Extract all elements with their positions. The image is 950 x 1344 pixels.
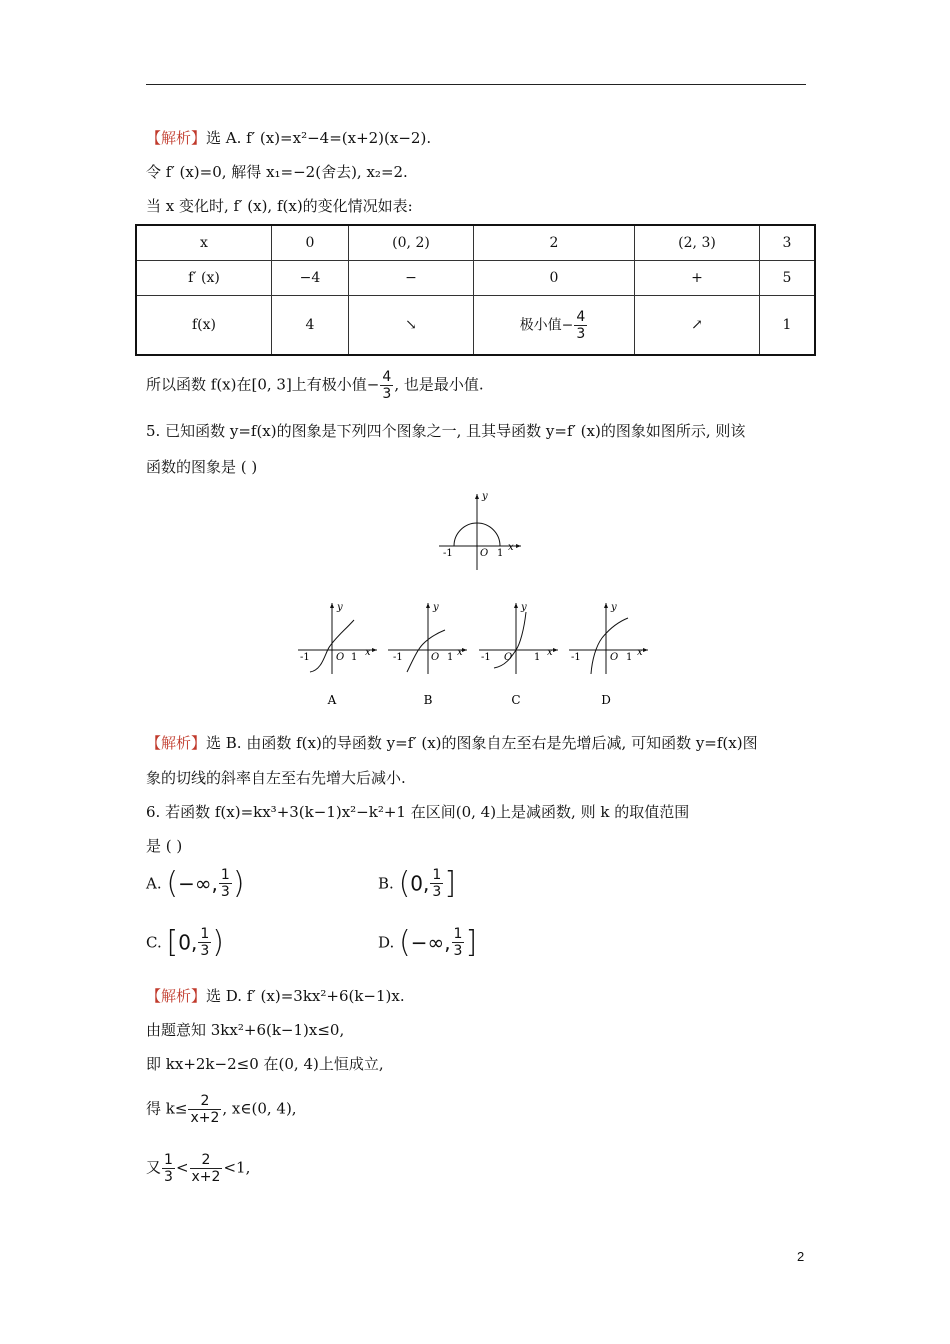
frac-den: 3 bbox=[220, 884, 230, 900]
y-axis-arrow bbox=[330, 603, 334, 608]
tick-label-1: 1 bbox=[351, 652, 358, 663]
table-cell: −4 bbox=[272, 261, 349, 296]
frac-den: x+2 bbox=[190, 1110, 220, 1126]
frac-den: 3 bbox=[200, 943, 210, 959]
y-label: y bbox=[521, 602, 527, 613]
table-cell: 4 bbox=[272, 296, 349, 356]
comma: , bbox=[211, 871, 218, 896]
table-cell-min bbox=[474, 296, 635, 356]
table-row bbox=[136, 261, 815, 296]
right-bracket: ] bbox=[444, 866, 457, 901]
table-cell: 2 bbox=[474, 225, 635, 261]
frac-den: 3 bbox=[164, 1169, 173, 1185]
y-axis-arrow bbox=[426, 603, 430, 608]
table-cell: (0, 2) bbox=[349, 225, 474, 261]
comma: , bbox=[444, 930, 451, 955]
left-bracket: [ bbox=[166, 925, 179, 960]
frac-den: 3 bbox=[453, 943, 463, 959]
s9-pre: 得 k≤ bbox=[146, 1099, 188, 1118]
frac-num: 4 bbox=[382, 369, 392, 385]
right-paren: ) bbox=[212, 925, 224, 960]
zero: 0 bbox=[178, 930, 191, 955]
frac-den: 3 bbox=[576, 325, 586, 342]
graph-c bbox=[476, 600, 564, 710]
frac-num: 1 bbox=[432, 867, 442, 883]
less-than: < bbox=[175, 1158, 189, 1177]
curve-b bbox=[407, 630, 445, 672]
analysis-5-line1 bbox=[146, 733, 758, 753]
right-bracket: ] bbox=[465, 925, 478, 960]
x-label: x bbox=[365, 647, 371, 658]
frac-num: 1 bbox=[220, 867, 230, 883]
table-cell: x bbox=[136, 225, 272, 261]
text-line-s8: 即 kx+2k−2≤0 在(0, 4)上恒成立, bbox=[146, 1055, 384, 1073]
fraction bbox=[219, 867, 232, 900]
variation-table bbox=[135, 224, 816, 356]
x-axis-arrow bbox=[516, 544, 521, 548]
text-line-s3: 当 x 变化时, f′ (x), f(x)的变化情况如表: bbox=[146, 197, 413, 215]
option-letter: A. bbox=[146, 874, 162, 893]
x-label: x bbox=[547, 647, 553, 658]
origin-label: O bbox=[431, 652, 440, 663]
table-row bbox=[136, 296, 815, 356]
analysis-5-line2: 象的切线的斜率自左至右先增大后减小. bbox=[146, 769, 406, 787]
tick-label-1: 1 bbox=[447, 652, 454, 663]
table-cell: ↗ bbox=[635, 296, 760, 356]
question-6-line2: 是 ( ) bbox=[146, 837, 183, 855]
option-label-d: D bbox=[601, 693, 611, 707]
s4-pre: 所以函数 f(x)在[0, 3]上有极小值− bbox=[146, 375, 380, 394]
fraction bbox=[574, 309, 587, 342]
s10-pre: 又 bbox=[146, 1158, 162, 1177]
curve-d bbox=[591, 618, 628, 674]
tick-label-neg1: -1 bbox=[443, 548, 453, 559]
tick-label-neg1: -1 bbox=[571, 652, 581, 663]
analysis-tag: 【解析】 bbox=[146, 734, 207, 752]
option-letter: B. bbox=[378, 874, 394, 893]
option-label-b: B bbox=[423, 693, 433, 707]
x-axis-arrow bbox=[643, 648, 648, 652]
tick-label-neg1: -1 bbox=[393, 652, 403, 663]
left-paren: ( bbox=[399, 925, 411, 960]
tick-label-neg1: -1 bbox=[481, 652, 491, 663]
comma: , bbox=[190, 930, 198, 955]
right-paren: ) bbox=[232, 866, 245, 901]
neg-infinity: −∞ bbox=[410, 930, 445, 955]
s9-post: , x∈(0, 4), bbox=[222, 1099, 297, 1118]
zero: 0 bbox=[410, 871, 424, 896]
header-rule bbox=[146, 84, 806, 85]
y-label: y bbox=[482, 491, 488, 502]
s10-post: <1, bbox=[223, 1158, 251, 1177]
table-cell: 3 bbox=[760, 225, 816, 261]
y-label: y bbox=[433, 602, 439, 613]
table-cell: 5 bbox=[760, 261, 816, 296]
analysis-5-text: 选 B. 由函数 f(x)的导函数 y=f′ (x)的图象自左至右是先增后减, 可知函数 y=f(x)图 bbox=[206, 734, 758, 752]
left-paren: ( bbox=[166, 866, 179, 901]
y-axis-arrow bbox=[475, 494, 479, 499]
analysis-tag: 【解析】 bbox=[146, 129, 207, 147]
fraction bbox=[190, 1152, 223, 1185]
table-cell: + bbox=[635, 261, 760, 296]
text-line-s4 bbox=[146, 369, 484, 402]
frac-den: 3 bbox=[432, 884, 442, 900]
tick-label-1: 1 bbox=[534, 652, 541, 663]
text-line-s2: 令 f′ (x)=0, 解得 x₁=−2(舍去), x₂=2. bbox=[146, 163, 408, 181]
fraction bbox=[452, 926, 465, 959]
derivative-figure bbox=[435, 490, 525, 572]
option-a bbox=[146, 866, 245, 901]
analysis-1-text: 选 A. f′ (x)=x²−4=(x+2)(x−2). bbox=[206, 129, 432, 147]
frac-den: 3 bbox=[382, 386, 392, 402]
analysis-tag: 【解析】 bbox=[146, 987, 207, 1005]
table-cell: f(x) bbox=[136, 296, 272, 356]
question-5-line1: 5. 已知函数 y=f(x)的图象是下列四个图象之一, 且其导函数 y=f′ (x)的图象如图所示, 则该 bbox=[146, 422, 746, 440]
table-cell: 0 bbox=[474, 261, 635, 296]
question-5-line2: 函数的图象是 ( ) bbox=[146, 458, 258, 476]
x-label: x bbox=[508, 542, 514, 553]
option-letter: C. bbox=[146, 933, 162, 952]
comma: , bbox=[423, 871, 430, 896]
option-c bbox=[146, 925, 224, 960]
origin-label: O bbox=[610, 652, 619, 663]
origin-label: O bbox=[336, 652, 345, 663]
analysis-1 bbox=[146, 128, 431, 148]
graph-a bbox=[295, 600, 383, 710]
text-line-s9 bbox=[146, 1093, 297, 1126]
s4-post: , 也是最小值. bbox=[394, 375, 484, 394]
analysis-6-text: 选 D. f′ (x)=3kx²+6(k−1)x. bbox=[206, 987, 405, 1005]
table-cell: 0 bbox=[272, 225, 349, 261]
table-cell: − bbox=[349, 261, 474, 296]
page-number: 2 bbox=[797, 1249, 805, 1264]
fraction bbox=[380, 369, 393, 402]
x-label: x bbox=[637, 647, 643, 658]
tick-label-neg1: -1 bbox=[300, 652, 310, 663]
question-6-line1: 6. 若函数 f(x)=kx³+3(k−1)x²−k²+1 在区间(0, 4)上是减函数, 则 k 的取值范围 bbox=[146, 803, 690, 821]
option-label-c: C bbox=[511, 693, 521, 707]
x-axis-arrow bbox=[462, 648, 467, 652]
graph-b bbox=[385, 600, 473, 710]
y-axis-arrow bbox=[604, 603, 608, 608]
frac-num: 4 bbox=[576, 308, 586, 325]
fraction bbox=[188, 1093, 221, 1126]
frac-num: 2 bbox=[188, 1093, 221, 1110]
origin-label: O bbox=[504, 652, 513, 663]
frac-num: 2 bbox=[190, 1152, 223, 1169]
text-line-s10 bbox=[146, 1152, 250, 1185]
frac-num: 1 bbox=[200, 926, 210, 942]
tick-label-1: 1 bbox=[497, 548, 504, 559]
option-label-a: A bbox=[327, 693, 337, 707]
fraction bbox=[198, 926, 211, 959]
graph-d bbox=[566, 600, 654, 710]
text-line-s7: 由题意知 3kx²+6(k−1)x≤0, bbox=[146, 1021, 345, 1039]
table-cell: ↘ bbox=[349, 296, 474, 356]
x-axis-arrow bbox=[372, 648, 377, 652]
neg-infinity: −∞ bbox=[178, 871, 212, 896]
x-axis-arrow bbox=[553, 648, 558, 652]
table-cell: 1 bbox=[760, 296, 816, 356]
x-label: x bbox=[457, 647, 463, 658]
min-label: 极小值− bbox=[519, 317, 574, 333]
frac-num: 1 bbox=[164, 1152, 173, 1168]
table-cell: (2, 3) bbox=[635, 225, 760, 261]
option-letter: D. bbox=[378, 933, 395, 952]
tick-label-1: 1 bbox=[626, 652, 633, 663]
table-row bbox=[136, 225, 815, 261]
fraction bbox=[430, 867, 443, 900]
option-b bbox=[378, 866, 456, 901]
fraction bbox=[162, 1152, 175, 1185]
analysis-6 bbox=[146, 986, 405, 1006]
table-cell: f′ (x) bbox=[136, 261, 272, 296]
y-label: y bbox=[611, 602, 617, 613]
option-d bbox=[378, 925, 477, 960]
origin-label: O bbox=[480, 548, 489, 559]
left-paren: ( bbox=[398, 866, 411, 901]
frac-den: x+2 bbox=[191, 1169, 221, 1185]
frac-num: 1 bbox=[453, 926, 463, 942]
y-axis-arrow bbox=[514, 603, 518, 608]
y-label: y bbox=[337, 602, 343, 613]
